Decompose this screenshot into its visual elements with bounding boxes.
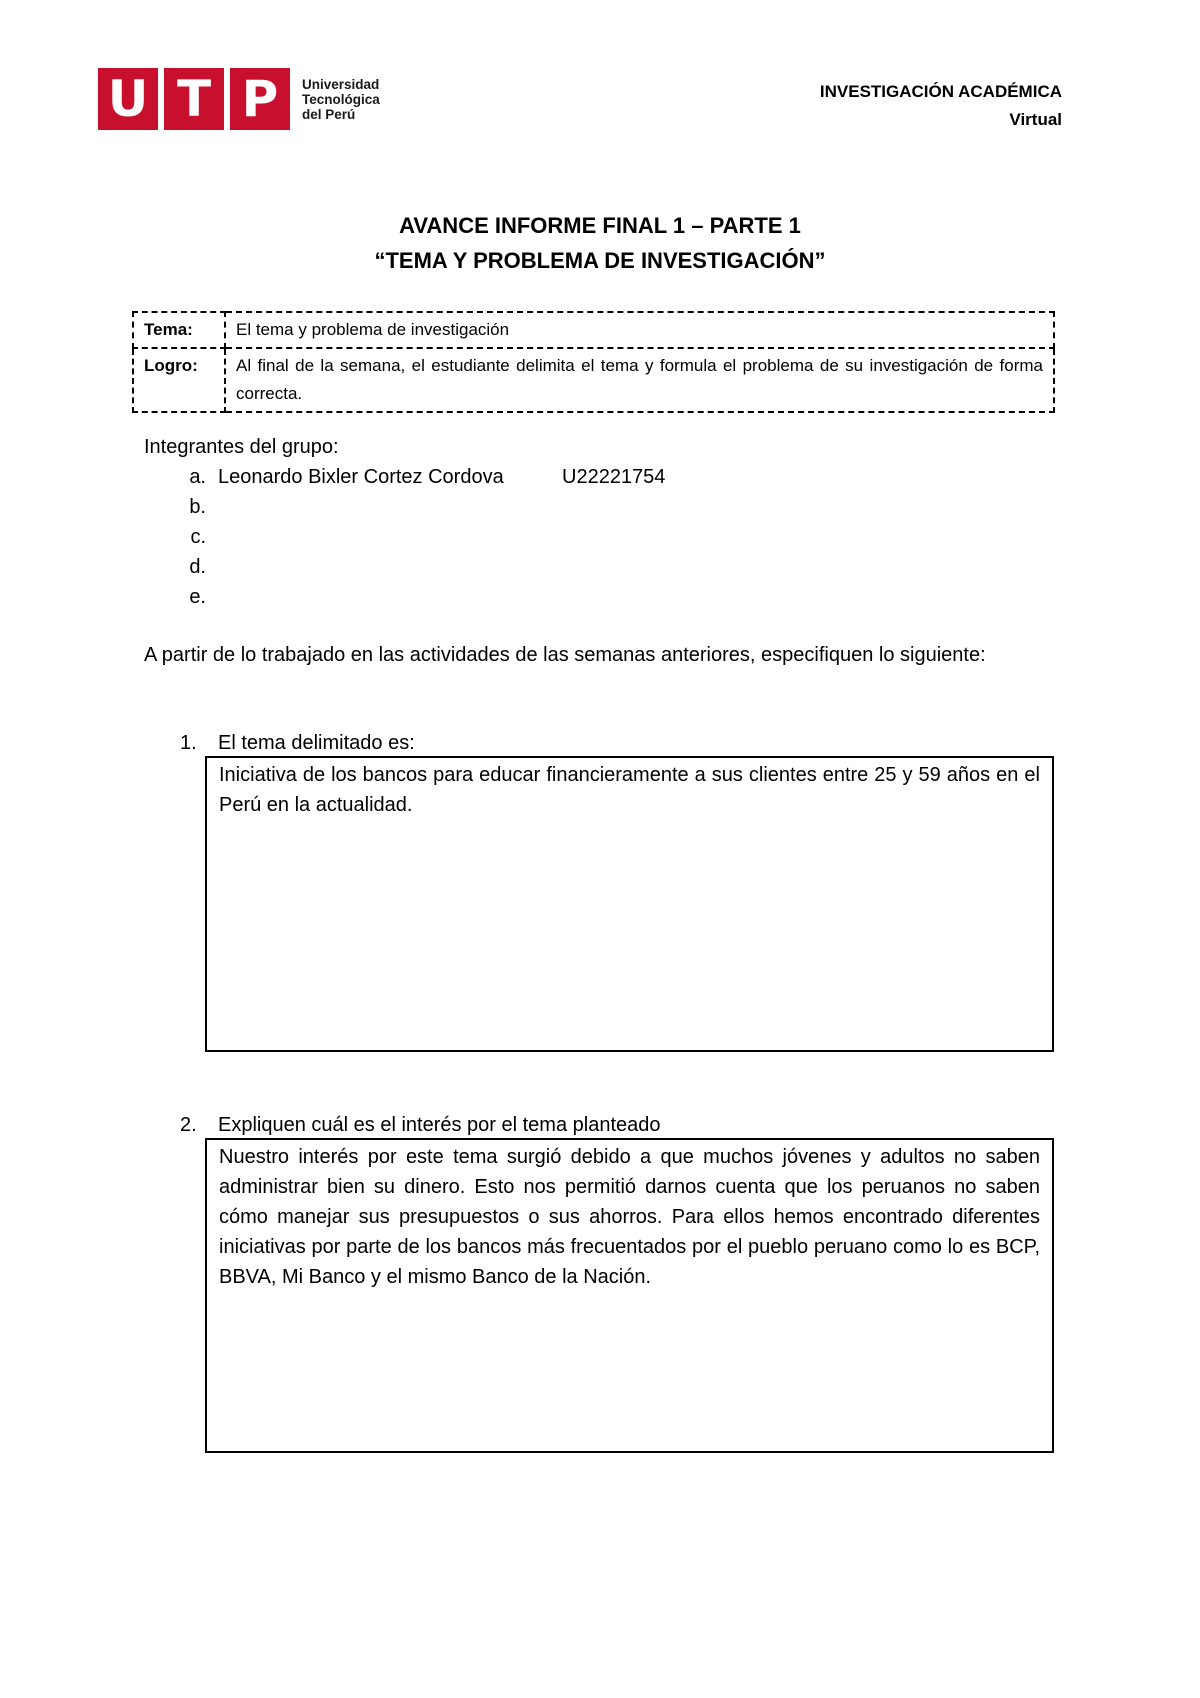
question-2-label: Expliquen cuál es el interés por el tema planteado: [218, 1114, 661, 1136]
question-1-label: El tema delimitado es:: [218, 732, 415, 754]
logo-text-line: Tecnológica: [302, 91, 380, 107]
members-list: [144, 462, 665, 612]
title-line-1: AVANCE INFORME FINAL 1 – PARTE 1: [399, 213, 801, 238]
list-marker: a.: [189, 466, 206, 488]
logro-label: Logro:: [133, 348, 225, 412]
list-item: [144, 492, 665, 522]
table-row: [133, 312, 1054, 348]
member-name: [218, 582, 562, 612]
activity-info-table: [132, 311, 1055, 413]
list-marker: e.: [189, 586, 206, 608]
utp-logo: [98, 68, 380, 130]
logo-wordmark: [302, 77, 380, 122]
document-header: [820, 78, 1062, 134]
title-line-2: “TEMA Y PROBLEMA DE INVESTIGACIÓN”: [374, 248, 826, 273]
logo-letter-u: U: [107, 70, 149, 128]
member-name: [218, 522, 562, 552]
list-item: [144, 552, 665, 582]
logo-text-line: del Perú: [302, 106, 356, 122]
list-marker: c.: [190, 526, 206, 548]
member-name: [218, 492, 562, 522]
logo-mark: [98, 68, 290, 130]
list-item: [144, 462, 665, 492]
logro-value: Al final de la semana, el estudiante delimita el tema y formula el problema de su investigación de forma correcta.: [225, 348, 1054, 412]
list-marker: d.: [189, 556, 206, 578]
question-2-answer: Nuestro interés por este tema surgió debido a que muchos jóvenes y adultos no saben administrar bien su dinero. Esto nos permitió darnos cuenta que los peruanos no saben cómo manejar sus presupuestos o sus ahorros. Para ellos hemos encontrado diferentes iniciativas por parte de los bancos más frecuentados por el pueblo peruano como lo es BCP, BBVA, Mi Banco y el mismo Banco de la Nación.: [205, 1138, 1054, 1453]
member-name: [218, 552, 562, 582]
member-code: U22221754: [562, 466, 666, 488]
table-row: [133, 348, 1054, 412]
question-1-answer: Iniciativa de los bancos para educar financieramente a sus clientes entre 25 y 59 años en el Perú en la actualidad.: [205, 756, 1054, 1052]
tema-value: El tema y problema de investigación: [225, 312, 1054, 348]
list-item: [144, 522, 665, 552]
logo-letter-p: P: [241, 70, 279, 128]
members-heading: Integrantes del grupo:: [144, 436, 339, 458]
group-members: [144, 432, 665, 612]
logo-text-line: Universidad: [302, 76, 380, 92]
course-modality: Virtual: [1009, 110, 1062, 129]
page-title: [0, 208, 1200, 278]
member-name: Leonardo Bixler Cortez Cordova: [218, 466, 504, 488]
logo-letter-t: T: [176, 70, 212, 128]
course-name: INVESTIGACIÓN ACADÉMICA: [819, 82, 1062, 101]
list-marker: b.: [189, 496, 206, 518]
question-1-number: 1.: [180, 732, 197, 754]
question-2-number: 2.: [180, 1114, 197, 1136]
tema-label: Tema:: [133, 312, 225, 348]
instructions-paragraph: A partir de lo trabajado en las actividades de las semanas anteriores, especifiquen lo siguiente:: [144, 644, 986, 666]
list-item: [144, 582, 665, 612]
